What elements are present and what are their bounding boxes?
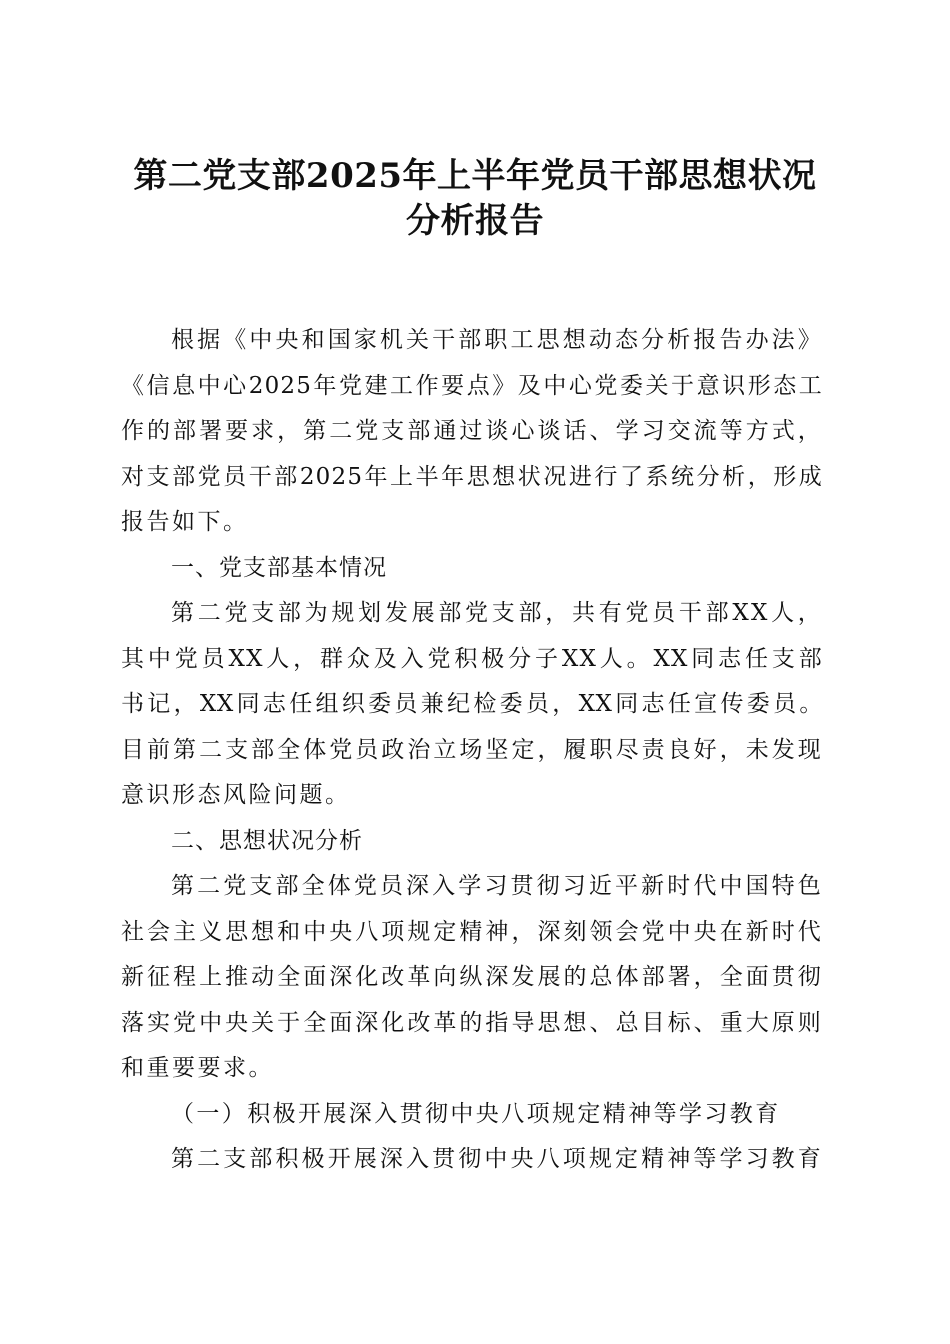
document-title-line-1: 第二党支部2025年上半年党员干部思想状况 [133, 156, 817, 196]
paragraph-basis [121, 318, 823, 546]
paragraph-line: 其中党员XX人，群众及入党积极分子XX人。XX同志任支部 [121, 645, 823, 672]
paragraph-line: 目前第二支部全体党员政治立场坚定，履职尽责良好，未发现 [121, 736, 823, 763]
paragraph-line: 第二支部积极开展深入贯彻中央八项规定精神等学习教育 [171, 1146, 823, 1172]
paragraph-study-education [121, 1137, 823, 1183]
paragraph-line: 和重要要求。 [121, 1055, 274, 1081]
paragraph-thought-analysis [121, 864, 823, 1092]
paragraph-line: 对支部党员干部2025年上半年思想状况进行了系统分析，形成 [121, 463, 823, 490]
paragraph-line: 作的部署要求，第二党支部通过谈心谈话、学习交流等方式， [121, 418, 823, 444]
paragraph-line: 根据《中央和国家机关干部职工思想动态分析报告办法》 [171, 327, 823, 353]
paragraph-line: 新征程上推动全面深化改革向纵深发展的总体部署，全面贯彻 [121, 964, 823, 990]
section-heading-2: 二、思想状况分析 [171, 827, 363, 854]
paragraph-line: 《信息中心2025年党建工作要点》及中心党委关于意识形态工 [121, 372, 823, 399]
paragraph-line: 意识形态风险问题。 [121, 782, 351, 808]
paragraph-line: 第二党支部为规划发展部党支部，共有党员干部XX人， [171, 600, 823, 626]
section-heading-1: 一、党支部基本情况 [171, 554, 387, 581]
subsection-heading-1: （一）积极开展深入贯彻中央八项规定精神等学习教育 [171, 1100, 781, 1127]
document-body [121, 318, 823, 1183]
document-title-line-2: 分析报告 [406, 201, 544, 241]
paragraph-line: 落实党中央关于全面深化改革的指导思想、总目标、重大原则 [121, 1009, 823, 1036]
paragraph-basic-situation [121, 591, 823, 819]
paragraph-line: 社会主义思想和中央八项规定精神，深刻领会党中央在新时代 [121, 918, 823, 945]
paragraph-line: 书记，XX同志任组织委员兼纪检委员，XX同志任宣传委员。 [121, 691, 823, 717]
paragraph-line: 报告如下。 [121, 509, 249, 535]
paragraph-line: 第二党支部全体党员深入学习贯彻习近平新时代中国特色 [171, 873, 823, 899]
